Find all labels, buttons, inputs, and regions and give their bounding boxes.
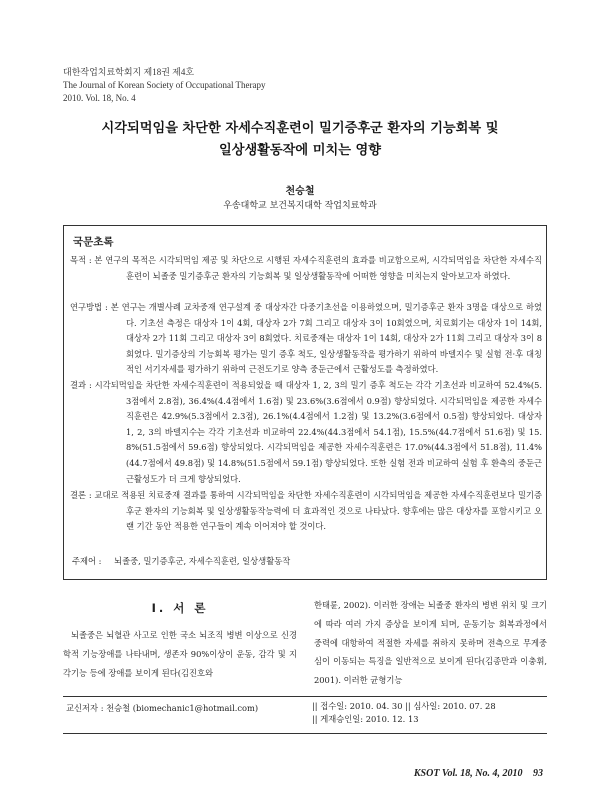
section-heading-introduction: Ⅰ. 서 론 — [151, 601, 209, 615]
journal-name-korean: 대한작업치료학회지 제18권 제4호 — [63, 67, 195, 77]
body-column-left: 뇌졸중은 뇌혈관 사고로 인한 국소 뇌조직 병변 이상으로 신경학적 기능장애를 나타내며, 생존자 90%이상이 운동, 감각 및 지각기능 등에 장애를 보이게 된다(김진호와 — [63, 630, 297, 678]
keywords-list: 뇌졸중, 밀기증후군, 자세수직훈련, 일상생활동작 — [114, 556, 291, 566]
abstract-results: 결과 : 시각되먹임을 차단한 자세수직훈련이 적용되었을 때 대상자 1, 2, 3의 밀기 증후 척도는 각각 기초선과 비교하여 52.4%(5.3점에서 2.8점), 36.4%(4.4점에서 1.6점) 및 23.6%(3.6점에서 0.9점) 향상되었다. 시각되먹임을 제공한 자세수직훈련은 42.9%(5.3점에서 2.3점), 26.1%(4.4점에서 1.2점) 및 13.2%(3.6점에서 0.5점) 향상되었다. 대상자 1, 2, 3의 바델지수는 각각 기초선과 비교하여 22.4%(44.3점에서 54.1점), 15.5%(44.7점에서 51.6점) 및 15.8%(51.5점에서 59.6점) 향상되었다. 시각되먹임을 제공한 자세수직훈련은 17.0%(44.3점에서 51.8점), 11.4%(44.7점에서 49.8점) 및 14.8%(51.5점에서 59.1점) 향상되었다. 또한 실험 전과 비교하여 실험 후 환측의 중둔근 근활성도가 더 크게 향상되었다. — [70, 380, 542, 484]
journal-name-english: The Journal of Korean Society of Occupational Therapy — [63, 80, 266, 90]
received-reviewed-dates: || 접수일: 2010. 04. 30 || 심사일: 2010. 07. 28 — [312, 701, 496, 711]
footer-divider-bottom — [63, 733, 547, 734]
abstract-conclusion: 결론 : 교대로 적용된 치료중재 결과를 통하여 시각되먹임을 차단한 자세수직훈련이 시각되먹임을 제공한 자세수직훈련보다 밀기증후군 환자의 기능회복 및 일상생활동작능력에 더 효과적인 것으로 나타났다. 향후에는 많은 대상자를 포함시키고 오랜 기간 동안 적용한 연구들이 계속 이어져야 할 것이다. — [70, 490, 542, 532]
paper-title — [0, 118, 600, 162]
keywords — [72, 555, 290, 567]
corresponding-author: 교신저자 : 천승철 (biomechanic1@hotmail.com) — [66, 703, 259, 713]
accepted-date: || 게재승인일: 2010. 12. 13 — [312, 713, 419, 724]
page-footer — [414, 768, 543, 779]
page-number: 93 — [533, 768, 543, 779]
abstract-box — [63, 225, 547, 580]
author-name: 천승철 — [285, 186, 315, 197]
abstract-purpose: 목적 : 본 연구의 목적은 시각되먹임 제공 및 차단으로 시행된 자세수직훈련의 효과를 비교함으로써, 시각되먹임을 차단한 자세수직훈련이 뇌졸중 밀기증후군 환자의 기능회복 및 일상생활동작에 어떠한 영향을 미치는지 알아보고자 하였다. — [70, 255, 542, 281]
abstract-heading: 국문초록 — [73, 236, 114, 248]
submission-dates — [312, 700, 496, 725]
footer-divider-top — [63, 696, 547, 697]
abstract-methods: 연구방법 : 본 연구는 개별사례 교차중재 연구설계 중 대상자간 다중기초선을 이용하였으며, 밀기증후군 환자 3명을 대상으로 하였다. 기초선 측정은 대상자 1이 4회, 대상자 2가 7회 그리고 대상자 3이 10회였으며, 치료회기는 대상자 1이 14회, 대상자 2가 11회 그리고 대상자 3이 8회였다. 치료중재는 대상자 1이 14회, 대상자 2가 11회 그리고 대상자 3이 8회였다. 밀기증상의 기능회복 평가는 밀기 증후 척도, 일상생활동작을 평가하기 위하여 바델지수 및 실험 전·후 대칭적인 서기자세를 평가하기 위하여 근전도기로 양측 중둔근에서 근활성도를 측정하였다. — [70, 302, 542, 375]
keywords-label: 주제어 : — [72, 556, 102, 566]
journal-volume: 2010. Vol. 18, No. 4 — [63, 93, 136, 103]
journal-reference: KSOT Vol. 18, No. 4, 2010 — [413, 768, 523, 779]
title-line-2: 일상생활동작에 미치는 영향 — [218, 143, 382, 158]
author-affiliation: 우송대학교 보건복지대학 작업치료학과 — [223, 201, 377, 211]
body-column-right: 한태륜, 2002). 이러한 장애는 뇌졸중 환자의 병변 위치 및 크기에 따라 여러 가지 증상을 보이게 되며, 운동기능 회복과정에서 중력에 대항하여 적절한 자세를 취하지 못하며 전측으로 무게중심이 이동되는 특징을 일반적으로 보이게 된다(김종만과 이충휘, 2001). 이러한 균형기능 — [314, 600, 547, 686]
title-line-1: 시각되먹임을 차단한 자세수직훈련이 밀기증후군 환자의 기능회복 및 — [101, 121, 499, 136]
journal-header — [63, 66, 266, 105]
